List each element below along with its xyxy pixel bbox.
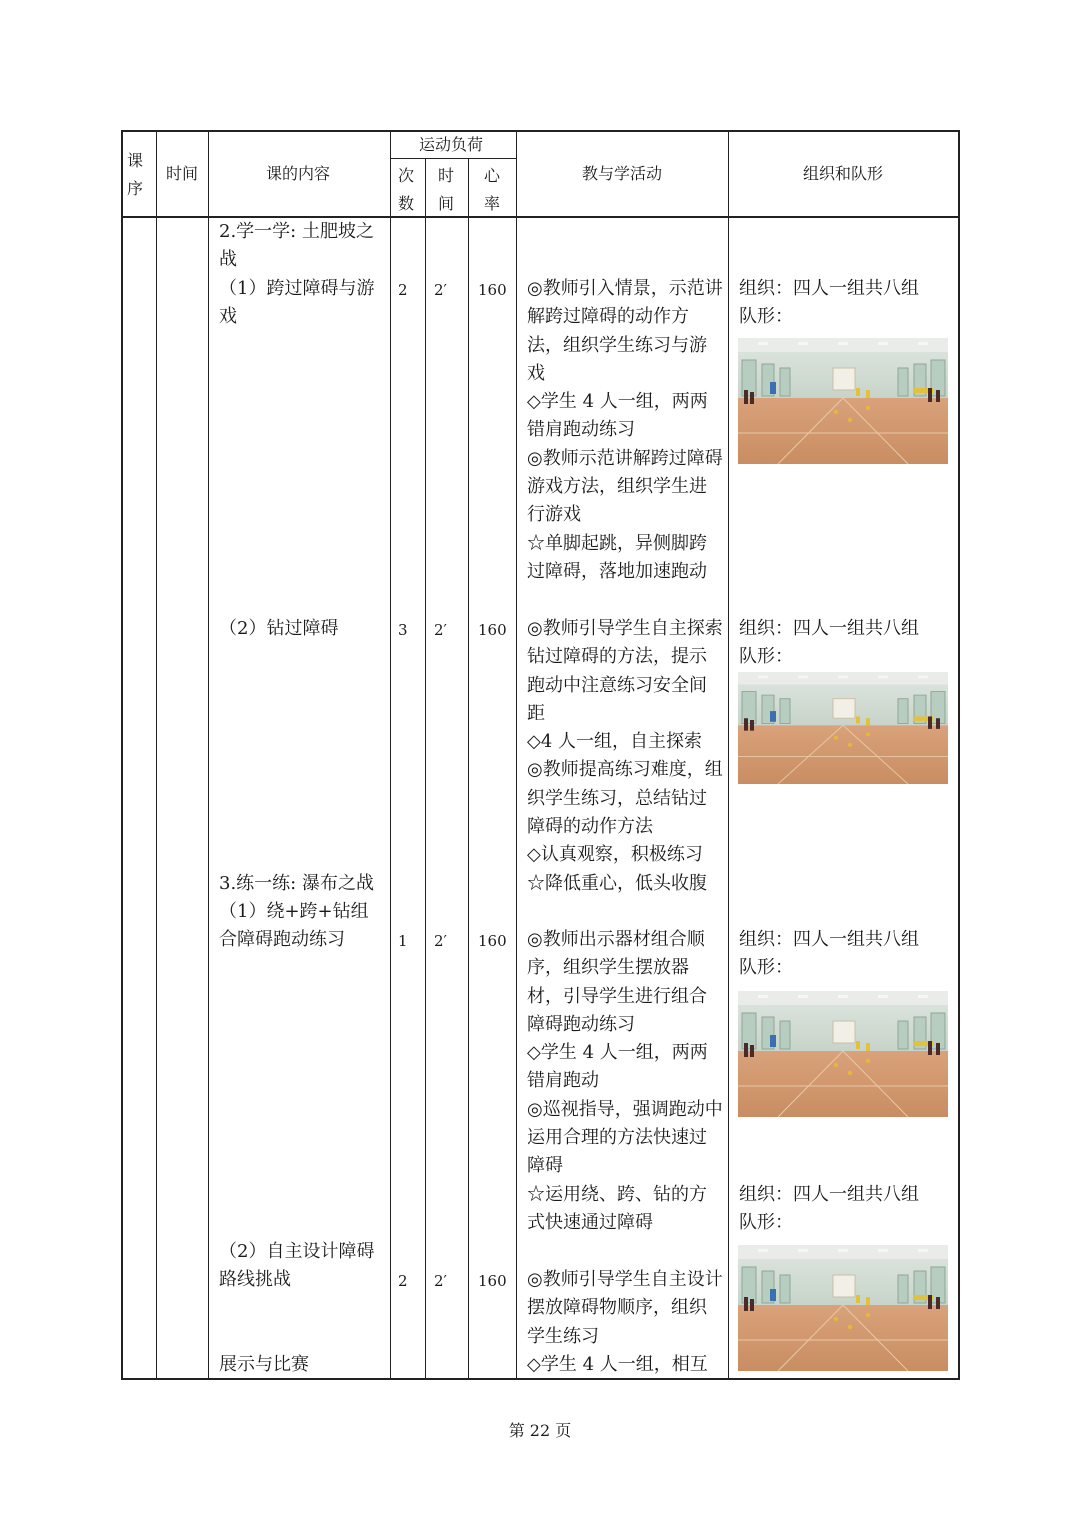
header-order: 课序 <box>127 151 144 198</box>
row3-count: 1 <box>398 932 408 950</box>
row4-count: 2 <box>398 1272 408 1290</box>
col-line-8 <box>958 130 960 1380</box>
col-line-0 <box>121 130 123 1380</box>
col-line-4 <box>425 158 426 1380</box>
row2-duration: 2′ <box>434 621 447 639</box>
col-line-1 <box>156 130 157 1380</box>
row3-activity: ◎教师出示器材组合顺序，组织学生摆放器材，引导学生进行组合障碍跑动练习 ◇学生 4 人一组，两两错肩跑动 ◎巡视指导，强调跑动中运用合理的方法快速过障碍 ☆运用绕、跨、钻的方式快速通过障碍 <box>527 929 723 1233</box>
item-show-compete: 展示与比赛 <box>219 1354 309 1375</box>
formation-photo <box>738 991 948 1117</box>
row1-activity: ◎教师引入情景，示范讲解跨过障碍的动作方法，组织学生练习与游戏 ◇学生 4 人一组，两两错肩跑动练习 ◎教师示范讲解跨过障碍游戏方法，组织学生进行游戏 ☆单脚起跳，异侧脚跨过障碍，落地加速跑动 <box>527 278 723 582</box>
header-time: 时间 <box>166 164 199 183</box>
row3-duration: 2′ <box>434 932 447 950</box>
row4-formation: 队形： <box>739 1212 793 1233</box>
load-subheader-line <box>390 158 516 159</box>
row2-activity: ◎教师引导学生自主探索钻过障碍的方法，提示跑动中注意练习安全间距 ◇4 人一组，自主探索 ◎教师提高练习难度，组织学生练习，总结钻过障碍的动作方法 ◇认真观察，积极练习 ☆降低重心，低头收腹 <box>527 618 723 894</box>
formation-photo <box>738 338 948 464</box>
page-number: 第 22 页 <box>508 1421 572 1440</box>
col-line-2 <box>208 130 209 1380</box>
header-activity: 教与学活动 <box>582 164 663 183</box>
header-count: 次数 <box>398 166 415 213</box>
header-organization: 组织和队形 <box>803 164 884 183</box>
item-crawl-obstacle: （2）钻过障碍 <box>219 618 339 639</box>
section2-title: 2.学一学: 土肥坡之战 <box>219 221 374 270</box>
row4-heart: 160 <box>478 1272 507 1290</box>
col-line-7 <box>728 130 729 1380</box>
item-self-design: （2）自主设计障碍路线挑战 <box>219 1241 375 1290</box>
item-cross-obstacle: （1）跨过障碍与游戏 <box>219 278 375 327</box>
row1-heart: 160 <box>478 281 507 299</box>
row3-org: 组织：四人一组共八组 <box>739 929 919 950</box>
formation-photo <box>738 1245 948 1371</box>
col-line-6 <box>516 130 517 1380</box>
table-border-top <box>121 130 960 132</box>
row4-duration: 2′ <box>434 1272 447 1290</box>
row3-formation: 队形： <box>739 957 793 978</box>
header-content: 课的内容 <box>266 164 331 183</box>
row2-heart: 160 <box>478 621 507 639</box>
row2-formation: 队形： <box>739 646 793 667</box>
row2-count: 3 <box>398 621 408 639</box>
formation-photo <box>738 672 948 784</box>
header-load: 运动负荷 <box>419 135 484 154</box>
row1-count: 2 <box>398 281 408 299</box>
row3-heart: 160 <box>478 932 507 950</box>
col-line-5 <box>468 158 469 1380</box>
header-heart: 心率 <box>484 166 501 213</box>
row4-activity: ◎教师引导学生自主设计摆放障碍物顺序，组织学生练习 ◇学生 4 人一组，相互 <box>527 1269 723 1375</box>
row2-org: 组织：四人一组共八组 <box>739 618 919 639</box>
row1-org: 组织：四人一组共八组 <box>739 278 919 299</box>
row1-duration: 2′ <box>434 281 447 299</box>
row4-org: 组织：四人一组共八组 <box>739 1184 919 1205</box>
header-duration: 时间 <box>438 166 455 213</box>
section3-title: 3.练一练: 瀑布之战 <box>219 873 374 894</box>
col-line-3 <box>390 130 391 1380</box>
row1-formation: 队形： <box>739 306 793 327</box>
item-combined-obstacle: （1）绕+跨+钻组合障碍跑动练习 <box>219 901 369 950</box>
